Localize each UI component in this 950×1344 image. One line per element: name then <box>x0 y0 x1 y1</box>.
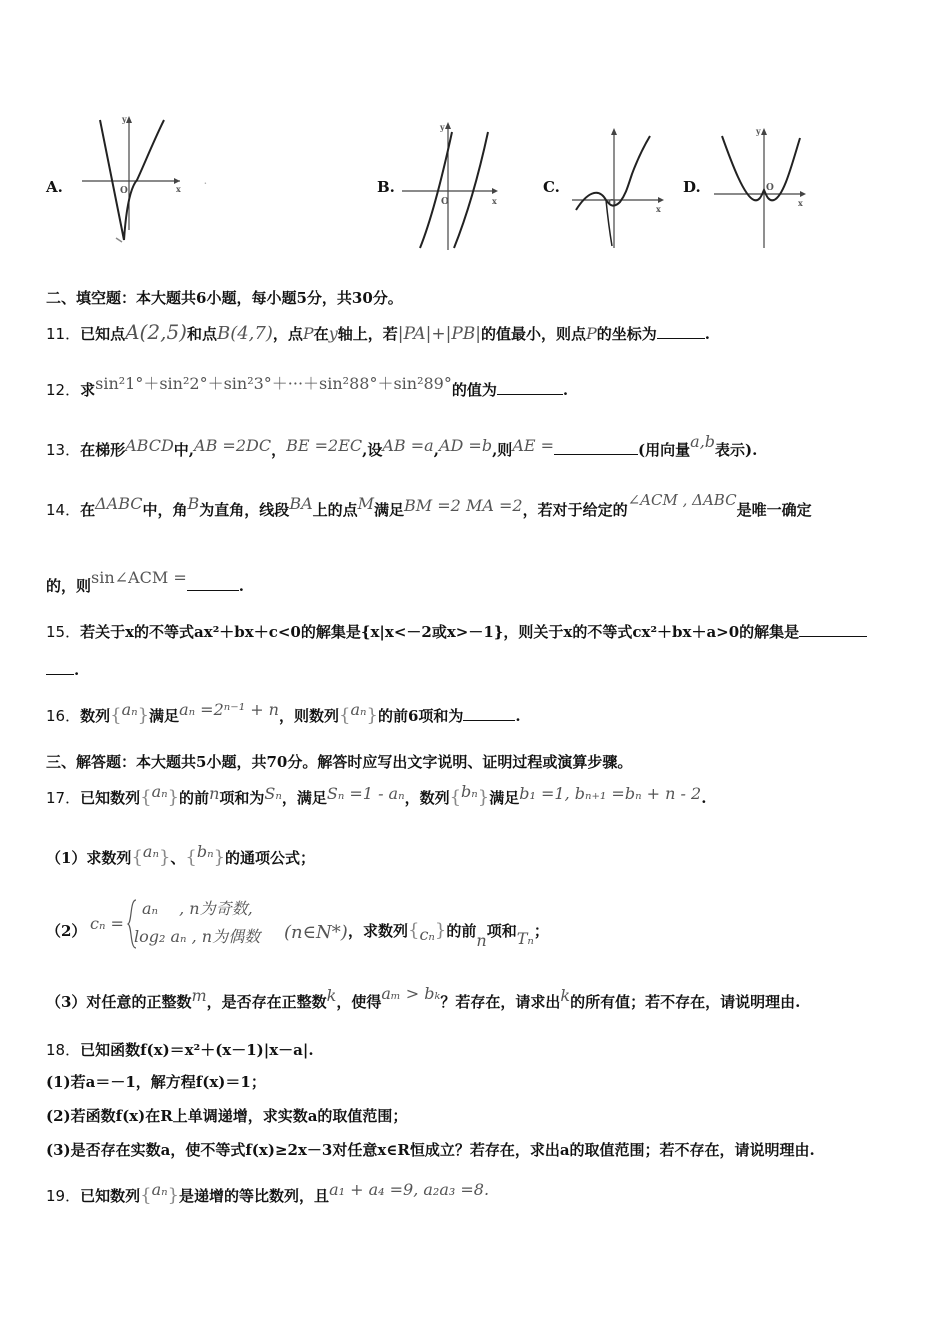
q17-text: 项和为 <box>219 789 265 807</box>
q17-3-text: （3）对任意的正整数 <box>46 993 192 1011</box>
q19-number: 19． <box>46 1187 81 1205</box>
q12-text: . <box>562 381 569 399</box>
question-15 <box>46 622 867 642</box>
question-17-part3 <box>46 984 801 1012</box>
q17-sequence-a: aₙ <box>151 782 168 801</box>
q17-2-cn: cₙ = <box>90 914 124 933</box>
q16-formula: aₙ =2ⁿ⁻¹ + n <box>179 700 279 719</box>
q17-eq2: b₁ =1, bₙ₊₁ =bₙ + n - 2 <box>519 784 702 803</box>
q17-1-text: 、 <box>170 849 186 867</box>
q14-text: 为直角，线段 <box>199 501 290 519</box>
q19-text: 已知数列 <box>80 1187 141 1205</box>
q17-n: n <box>209 784 220 803</box>
q11-answer-blank[interactable] <box>657 324 705 339</box>
option-b-graph <box>400 118 502 252</box>
q11-y: y <box>328 324 338 343</box>
q17-sum: Sₙ <box>264 784 282 803</box>
q17-3-k: k <box>326 986 337 1005</box>
option-a-label: A. <box>46 178 63 196</box>
question-16: 16．数列{aₙ}满足aₙ =2ⁿ⁻¹ + n，则数列{aₙ}的前6项和为 . <box>46 700 521 726</box>
question-19: 19．已知数列{aₙ}是递增的等比数列，且a₁ + a₄ =9, a₂a₃ =8. <box>46 1180 490 1206</box>
q17-2-label: （2） <box>46 922 87 940</box>
q17-3-text: ，是否存在正整数 <box>206 993 327 1011</box>
q13-text: ,设 <box>362 441 383 459</box>
question-15-cont <box>46 660 79 680</box>
svg-text:O: O <box>120 186 128 196</box>
q14-text: ，若对于给定的 <box>522 501 628 519</box>
q14-answer-blank[interactable] <box>187 576 239 591</box>
svg-text:O: O <box>608 199 616 209</box>
q13-text: ， <box>271 441 287 459</box>
q17-1-sequence-a: aₙ <box>142 842 159 861</box>
q19-condition: a₁ + a₄ =9, a₂a₃ =8. <box>329 1180 490 1199</box>
option-a-graph <box>82 110 222 250</box>
q12-expression: sin²1°＋sin²2°＋sin²3°＋···＋sin²88°＋sin²89° <box>95 374 452 393</box>
q13-eq3: AB =a <box>382 436 434 455</box>
q13-text: 中, <box>173 441 195 459</box>
q16-text: 的前6项和为 <box>377 707 464 725</box>
question-18-part1: (1)若a＝－1，解方程f(x)＝1； <box>46 1073 266 1091</box>
q17-2-n: n <box>476 931 487 950</box>
q16-text: 数列 <box>80 707 111 725</box>
question-13 <box>46 432 758 460</box>
q13-text: ,则 <box>492 441 513 459</box>
section2-heading: 二、填空题：本大题共6小题，每小题5分，共30分。 <box>46 289 403 307</box>
q14-text: 在 <box>80 501 96 519</box>
q16-number: 16． <box>46 707 81 725</box>
q15-text: 若关于x的不等式ax²＋bx＋c<0的解集是{x|x<－2或x>－1}，则关于x的不等式cx²＋bx＋a>0的解集是 <box>80 623 800 641</box>
q12-text: 求 <box>80 381 96 399</box>
q13-eq4: AD =b <box>438 436 493 455</box>
q14-text: . <box>238 577 244 595</box>
option-b-label: B. <box>377 178 395 196</box>
q11-text: 和点 <box>186 325 217 343</box>
q17-2-row1: aₙ , n为奇数, <box>142 899 253 918</box>
question-18-part3: (3)是否存在实数a，使不等式f(x)≥2x－3对任意x∈R恒成立？若存在，求出a的取值范围；若不存在，请说明理由. <box>46 1141 815 1159</box>
q17-text: 满足 <box>489 789 520 807</box>
question-14-cont <box>46 568 244 596</box>
q17-2-text: ； <box>533 922 549 940</box>
svg-text:O: O <box>441 197 449 207</box>
q17-1-text: （1）求数列 <box>46 849 132 867</box>
q16-answer-blank[interactable] <box>463 706 515 721</box>
q17-text: ，数列 <box>404 789 450 807</box>
svg-text:O: O <box>766 183 774 193</box>
q14-number: 14． <box>46 501 81 519</box>
svg-text:y: y <box>440 122 445 132</box>
q14-text: 的，则 <box>46 577 92 595</box>
q18-text: 已知函数f(x)＝x²＋(x－1)|x－a|. <box>80 1041 314 1059</box>
q13-eq5: AE = <box>512 436 555 455</box>
q17-text: . <box>701 789 707 807</box>
q17-text: ，满足 <box>281 789 327 807</box>
q17-2-text: ，求数列 <box>348 922 409 940</box>
q11-text: 已知点 <box>80 325 126 343</box>
q14-segment: BA <box>289 494 313 513</box>
q17-text: 已知数列 <box>80 789 141 807</box>
q14-angle-b: B <box>187 494 200 513</box>
q17-1-sequence-b: bₙ <box>196 842 214 861</box>
q17-2-sequence-c: cₙ <box>419 925 435 944</box>
section3-heading: 三、解答题：本大题共5小题，共70分。解答时应写出文字说明、证明过程或演算步骤。 <box>46 753 633 771</box>
q17-number: 17． <box>46 789 81 807</box>
q17-3-text: ，使得 <box>336 993 382 1011</box>
q11-text: 的坐标为 <box>596 325 657 343</box>
option-d-label: D. <box>683 178 701 196</box>
q14-condition: BM =2 MA =2 <box>404 496 523 515</box>
q19-text: 是递增的等比数列，且 <box>179 1187 330 1205</box>
q11-text: 轴上，若 <box>337 325 398 343</box>
q11-expression: |PA|+|PB| <box>397 324 481 344</box>
svg-text:y: y <box>122 114 127 124</box>
q13-text: (用向量 <box>638 441 691 459</box>
q13-text: 表示). <box>715 441 758 459</box>
q12-text: 的值为 <box>451 381 497 399</box>
question-18-part2: (2)若函数f(x)在R上单调递增，求实数a的取值范围； <box>46 1107 408 1125</box>
q17-2-text: 项和 <box>486 922 517 940</box>
q17-2-row2: log₂ aₙ , n为偶数 <box>134 927 261 946</box>
q11-point-p2: P <box>586 324 597 343</box>
q17-3-k2: k <box>560 986 571 1005</box>
q17-3-text: ？若存在，请求出 <box>440 993 561 1011</box>
svg-text:x: x <box>492 196 497 206</box>
q17-2-text: 的前 <box>446 922 477 940</box>
q11-text: . <box>704 325 711 343</box>
q17-3-m: m <box>191 986 207 1005</box>
question-17-part1: （1）求数列{aₙ}、{bₙ}的通项公式； <box>46 842 316 868</box>
q14-text: 中，角 <box>142 501 188 519</box>
q14-text: 上的点 <box>312 501 358 519</box>
q14-given: ∠ACM , ΔABC <box>627 491 737 509</box>
q15-answer-blank-cont[interactable] <box>46 660 74 675</box>
q13-answer-blank[interactable] <box>554 440 638 455</box>
q13-number: 13． <box>46 441 81 459</box>
q11-number: 11． <box>46 325 81 343</box>
q16-sequence: aₙ <box>350 700 367 719</box>
option-d-graph <box>712 124 812 252</box>
q17-2-condition: (n∈N*) <box>284 922 348 943</box>
q14-triangle: ΔABC <box>95 494 143 513</box>
q13-text: , <box>433 441 439 459</box>
svg-text:x: x <box>176 184 181 194</box>
q15-answer-blank[interactable] <box>799 622 867 637</box>
question-18 <box>46 1040 314 1060</box>
q11-text: 在 <box>313 325 329 343</box>
q14-text: 是唯一确定 <box>736 501 812 519</box>
svg-text:·: · <box>204 178 207 188</box>
q17-2-tn: Tₙ <box>516 929 534 948</box>
option-c-graph <box>570 124 670 252</box>
q17-sequence-b: bₙ <box>461 782 478 801</box>
q13-vectors: a,b <box>690 432 716 451</box>
q16-text: ，则数列 <box>278 707 339 725</box>
q11-point-a: A(2,5) <box>125 320 187 344</box>
q13-trapezoid: ABCD <box>125 436 174 455</box>
q11-point-p: P <box>302 324 314 343</box>
question-17-part2: （2） cₙ = aₙ , n为奇数, log₂ aₙ , n为偶数 (n∈N*) ，求数列{cₙ}的前n项和Tₙ； <box>46 894 926 954</box>
question-12 <box>46 374 569 400</box>
q14-text: 满足 <box>374 501 405 519</box>
q11-text: ，点 <box>272 325 303 343</box>
q13-eq1: AB =2DC <box>194 436 272 455</box>
q13-eq2: BE =2EC <box>286 436 363 455</box>
svg-text:y: y <box>756 126 761 136</box>
q17-3-inequality: aₘ > bₖ <box>381 984 441 1003</box>
question-17: 17．已知数列{aₙ}的前n项和为Sₙ，满足Sₙ =1 - aₙ，数列{bₙ}满足b₁ =1, bₙ₊₁ =bₙ + n - 2. <box>46 782 707 808</box>
question-14 <box>46 491 812 520</box>
option-c-label: C. <box>543 178 560 196</box>
question-11 <box>46 322 710 344</box>
q17-eq1: Sₙ =1 - aₙ <box>326 784 405 803</box>
q11-text: 的值最小，则点 <box>481 325 587 343</box>
q16-sequence: aₙ <box>121 700 138 719</box>
q17-1-text: 的通项公式； <box>225 849 316 867</box>
q17-3-text: 的所有值；若不存在，请说明理由. <box>570 993 801 1011</box>
q14-point-m: M <box>357 494 375 513</box>
q18-number: 18． <box>46 1041 81 1059</box>
q17-text: 的前 <box>179 789 210 807</box>
q15-text: . <box>74 661 80 679</box>
q13-text: 在梯形 <box>80 441 126 459</box>
q12-answer-blank[interactable] <box>497 380 563 395</box>
q14-sin-expression: sin∠ACM = <box>91 568 187 587</box>
q15-number: 15． <box>46 623 81 641</box>
svg-text:x: x <box>798 198 803 208</box>
q12-number: 12． <box>46 381 81 399</box>
q11-point-b: B(4,7) <box>216 323 273 344</box>
q16-text: 满足 <box>149 707 180 725</box>
q19-sequence: aₙ <box>151 1180 168 1199</box>
q16-text: . <box>515 707 521 725</box>
svg-text:x: x <box>656 204 661 214</box>
